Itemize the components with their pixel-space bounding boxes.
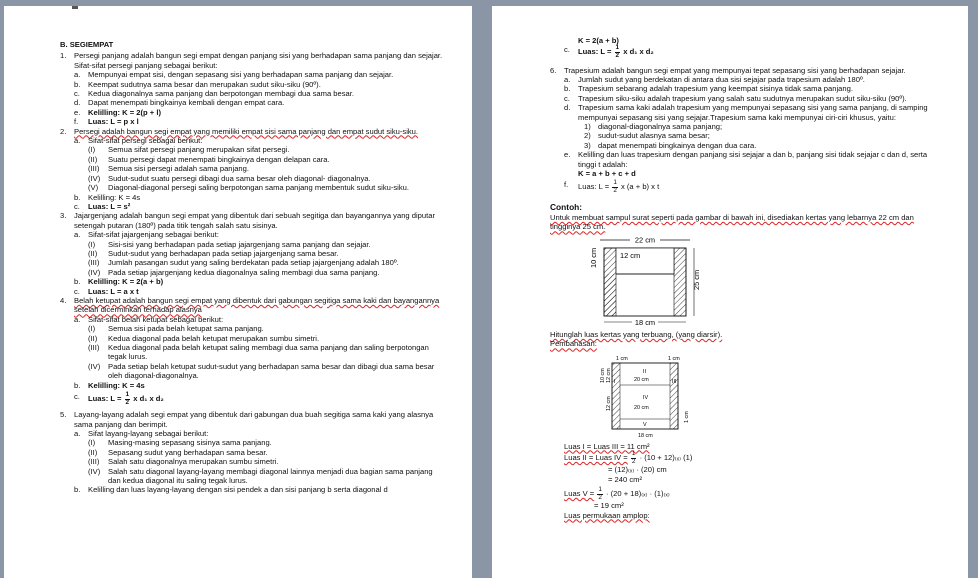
list-item: (I) Semua sifat persegi panjang merupakan sifat persegi. xyxy=(88,145,290,155)
section-heading: B. SEGIEMPAT xyxy=(60,40,114,49)
sublist-item: c. Luas: L = s² xyxy=(74,201,131,211)
fraction: $\frac{1}{2}$ xyxy=(613,179,617,195)
list-item: (II) Sudut-sudut yang berhadapan pada setiap jajargenjang sama besar. xyxy=(88,248,339,258)
dim-bottom: 18 cm xyxy=(634,317,656,326)
list-item: (III) Salah satu diagonalnya merupakan sumbu simetri. xyxy=(88,457,279,467)
list-item: 4. Belah ketupat adalah bangun segi empat yang dibentuk dari gabungan segitiga sama kaki dan bayangannya setelah dicerminkan terhadap alasnya xyxy=(60,295,440,315)
list-item: (V) Diagonal-diagonal persegi saling berpotongan sama panjang membentuk sudut siku-siku. xyxy=(88,183,409,193)
roman-list xyxy=(88,240,446,278)
svg-text:V: V xyxy=(643,421,647,428)
list-item: (III) Semua sisi persegi adalah sama panjang. xyxy=(88,164,249,174)
step: Luas II = Luas IV = $\frac{1}{2}$ · (10 + 12)₍ₓ₎ (1) xyxy=(564,450,693,465)
dim-right: 25 cm xyxy=(692,269,701,290)
list-item: 3) dapat menempati bingkainya dengan dua cara. xyxy=(584,140,757,150)
sublist-item: f. Luas: L = $\frac{1}{2}$ x (a + b) x t xyxy=(564,179,660,195)
step: Luas I = Luas III = 11 cm² xyxy=(564,441,650,451)
list-item: b. Trapesium sebarang adalah trapesium yang keempat sisinya tidak sama panjang. xyxy=(564,84,853,94)
dim-left: 10 cm xyxy=(589,247,598,268)
list-item: (I) Sisi-sisi yang berhadapan pada setiap jajargenjang sama panjang dan sejajar. xyxy=(88,239,371,249)
list-item: 2. Persegi adalah bangun segi empat yang memiliki empat sisi sama panjang dan empat sudut siku-siku. xyxy=(60,126,419,136)
sublist-item: c. Luas: L = $\frac{1}{2}$ x d₁ x d₂ xyxy=(74,391,164,406)
svg-text:II: II xyxy=(643,368,646,375)
document-page-left xyxy=(4,6,472,578)
list-item: b. Keempat sudutnya sama besar dan merupakan sudut siku-siku (90º). xyxy=(74,79,321,89)
solution-steps xyxy=(564,442,936,520)
list-item: 6. Trapesium adalah bangun segi empat yang mempunyai tepat sepasang sisi yang berhadapan sejajar. xyxy=(550,65,906,75)
list-item: 3. Jajargenjang adalah bangun segi empat yang dibentuk dari sebuah segitiga dan bayangannya yang diputar setengah putaran (180º) pada titik tengah salah satu sisinya. xyxy=(60,211,435,230)
list-item: a. Mempunyai empat sisi, dengan sepasang sisi yang berhadapan sama panjang dan sejajar. xyxy=(74,70,394,80)
formula-line: K = 2(a + b) xyxy=(578,36,619,45)
fraction: $\frac{1}{2}$ xyxy=(125,391,130,406)
sublist-item: c. Luas: L = a x t xyxy=(74,286,139,296)
sublist-item: b. Kelilling: K = 4s xyxy=(74,380,145,390)
svg-text:III: III xyxy=(672,378,677,385)
roman-list xyxy=(88,324,446,380)
list-item: c. Trapesium siku-siku adalah trapesium yang salah satu sudutnya merupakan sudut siku-siku (90º). xyxy=(564,93,907,103)
list-item: d. Trapesium sama kaki adalah trapesium yang mempunyai sepasang sisi yang sama panjang, di samping mempunyai sepasang sisi yang sejajar.Trapesium sama kaki mempunyai ciri-ciri khusus, yaitu: xyxy=(564,103,928,122)
list-item: e. Kelilling: K = 2(p + l) xyxy=(74,107,161,117)
envelope-figure xyxy=(586,234,706,326)
list-item: (IV) Sudut-sudut suatu persegi dibagi dua sama besar oleh diagonal- diagonalnya. xyxy=(88,173,371,183)
step: = 19 cm² xyxy=(594,501,624,511)
ruler-marker xyxy=(72,6,78,9)
svg-text:12 cm: 12 cm xyxy=(606,396,612,411)
sublist-item: a. Sifat-sifat belah ketupat sebagai berikut: xyxy=(74,314,224,324)
sublist xyxy=(564,75,936,122)
step: Luas V = $\frac{1}{2}$ · (20 + 18)₍ₓ₎ · (1)₍ₓ₎ xyxy=(564,486,670,501)
pembahasan-label: Pembahasan: xyxy=(550,339,597,349)
list-item: (II) Sepasang sudut yang berhadapan sama besar. xyxy=(88,447,268,457)
svg-text:10 cm: 10 cm xyxy=(600,368,606,383)
roman-list xyxy=(88,145,446,192)
sublist-item: b. Kelilling: K = 4s xyxy=(74,192,141,202)
sublist xyxy=(74,70,446,126)
fraction: $\frac{1}{2}$ xyxy=(615,44,620,59)
list-item: 2) sudut-sudut alasnya sama besar; xyxy=(584,131,710,141)
question-text: Hitunglah luas kertas yang terbuang, (yang diarsir). xyxy=(550,329,723,339)
sublist-item: a. Sifat layang-layang sebagai berikut: xyxy=(74,429,209,439)
svg-text:I: I xyxy=(614,378,616,385)
svg-text:1 cm: 1 cm xyxy=(668,355,680,362)
step: = 240 cm² xyxy=(608,474,642,484)
list-item: (I) Masing-masing sepasang sisinya sama panjang. xyxy=(88,438,272,448)
document-page-right xyxy=(492,6,968,578)
fraction: $\frac{1}{2}$ xyxy=(631,450,636,465)
list-item: f. Luas: L = p x l xyxy=(74,117,139,127)
svg-text:1 cm: 1 cm xyxy=(616,355,628,362)
list-item: (IV) Pada setiap belah ketupat sudut-sudut yang berhadapan sama besar dan dibagi dua sama besar oleh diagonal-diagonalnya. xyxy=(88,361,435,381)
fraction: $\frac{1}{2}$ xyxy=(598,486,602,501)
list-item: 1) diagonal-diagonalnya sama panjang; xyxy=(584,122,723,132)
list-item: 1. Persegi panjang adalah bangun segi empat dengan panjang sisi yang berhadapan sama panjang dan sejajar. Sifat-sifat persegi panjang sebagai berikut: xyxy=(60,51,443,70)
svg-text:IV: IV xyxy=(643,394,649,401)
svg-text:12 cm: 12 cm xyxy=(606,368,612,383)
example-text: Untuk membuat sampul surat seperti pada gambar di bawah ini, disediakan kertas yang lebarnya 22 cm dan tingginya 25 cm. xyxy=(550,213,914,232)
list-item: 5. Layang-layang adalah segi empat yang dibentuk dari gabungan dua buah segitiga sama kaki yang alasnya sama panjang dan berimpit. xyxy=(60,410,434,429)
list-item: (I) Semua sisi pada belah ketupat sama panjang. xyxy=(88,324,264,334)
sublist-item: e. Kelilling dan luas trapesium dengan panjang sisi sejajar a dan b, panjang sisi tidak sejajar c dan d, serta tinggi t adalah: xyxy=(564,150,928,169)
numbered-sublist xyxy=(584,122,936,150)
list-item: (IV) Salah satu diagonal layang-layang membagi diagonal lainnya menjadi dua bagian sama panjang dan kedua diagonal itu saling tegak lurus. xyxy=(88,466,433,486)
sublist-item: a. Sifat-sifat persegi sebagai berikut: xyxy=(74,136,203,146)
svg-text:20 cm: 20 cm xyxy=(634,404,649,411)
list-item: c. Kedua diagonalnya sama panjang dan berpotongan membagi dua sama besar. xyxy=(74,89,354,99)
step: Luas permukaan amplop: xyxy=(564,510,650,520)
sublist-item: a. Sifat-sifat jajargenjang sebagai berikut: xyxy=(74,230,219,240)
list-item: (III) Kedua diagonal pada belah ketupat saling membagi dua sama panjang dan saling berpotongan tegak lurus. xyxy=(88,343,429,362)
sublist-item: b. Kelilling dan luas layang-layang dengan sisi pendek a dan sisi panjang b serta diagonal d xyxy=(74,485,388,495)
list-item: (II) Suatu persegi dapat menempati bingkainya dengan delapan cara. xyxy=(88,154,330,164)
formula-line: c. Luas: L = $\frac{1}{2}$ x d₁ x d₂ xyxy=(564,44,654,59)
solution-figure xyxy=(596,353,706,439)
svg-text:20 cm: 20 cm xyxy=(634,376,649,383)
example-title: Contoh: xyxy=(550,201,583,212)
dim-top: 22 cm xyxy=(634,235,656,245)
list-item: (IV) Pada setiap jajargenjang kedua diagonalnya saling membagi dua sama panjang. xyxy=(88,267,380,277)
roman-list xyxy=(88,438,446,485)
list-item: (II) Kedua diagonal pada belah ketupat merupakan sumbu simetri. xyxy=(88,333,320,343)
svg-text:18 cm: 18 cm xyxy=(638,432,653,439)
step: = (12)₍ₓ₎ · (20) cm xyxy=(608,465,667,475)
formula-line: K = a + b + c + d xyxy=(578,169,636,179)
list-item: d. Dapat menempati bingkainya kembali dengan empat cara. xyxy=(74,98,285,108)
list-item: (III) Jumlah pasangan sudut yang saling berdekatan pada setiap jajargenjang adalah 180º. xyxy=(88,258,399,268)
inner-label: 12 cm xyxy=(620,250,641,260)
sublist-item: b. Kelilling: K = 2(a + b) xyxy=(74,277,164,287)
svg-text:1 cm: 1 cm xyxy=(684,411,690,423)
list-item: a. Jumlah sudut yang berdekatan di antara dua sisi sejajar pada trapesium adalah 180º. xyxy=(564,75,865,84)
